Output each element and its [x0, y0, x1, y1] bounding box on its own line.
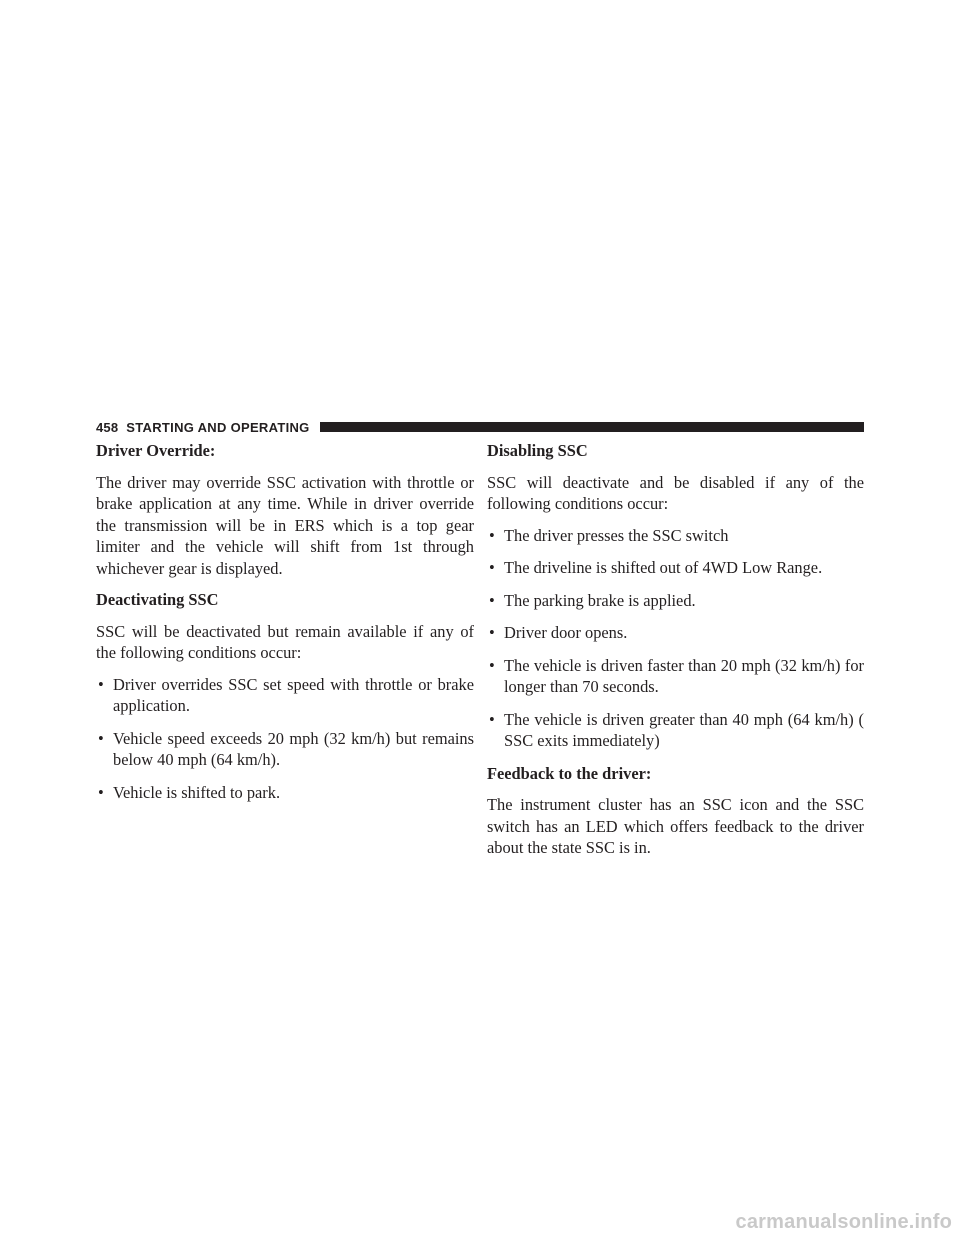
left-column [96, 440, 474, 814]
list-item-text: Driver overrides SSC set speed with throttle or brake application. [113, 674, 474, 715]
list-item-text: The driveline is shifted out of 4WD Low Range. [504, 558, 823, 577]
bullet-icon: • [98, 782, 104, 802]
feedback-paragraph: The instrument cluster has an SSC icon and the SSC switch has an LED which offers feedback to the driver about the state SSC is in. [487, 795, 864, 857]
list-item-text: The vehicle is driven greater than 40 mph (64 km/h) ( SSC exits immediately) [504, 709, 864, 750]
header-rule [320, 422, 864, 432]
watermark: carmanualsonline.info [735, 1211, 952, 1233]
list-item-text: Vehicle is shifted to park. [113, 782, 281, 802]
deactivating-ssc-paragraph: SSC will be deactivated but remain available if any of the following conditions occur: [96, 621, 474, 662]
page-header [96, 418, 864, 436]
list-item-text: Driver door opens. [504, 623, 628, 642]
bullet-icon: • [98, 728, 104, 748]
list-item [487, 557, 864, 579]
section-title: STARTING AND OPERATING [126, 419, 310, 435]
disabling-conditions-list [487, 525, 864, 752]
deactivating-conditions-list [96, 674, 474, 804]
disabling-ssc-heading: Disabling SSC [487, 441, 588, 460]
driver-override-heading: Driver Override: [96, 441, 216, 460]
bullet-icon: • [489, 558, 495, 577]
list-item [487, 709, 864, 752]
bullet-icon: • [489, 525, 495, 545]
list-item [96, 782, 474, 804]
bullet-icon: • [489, 655, 495, 675]
driver-override-paragraph: The driver may override SSC activation with throttle or brake application at any time. While in driver override the transmission will be in ERS which is a top gear limiter and the vehicle will shift from 1st through whichever gear is displayed. [96, 472, 474, 578]
bullet-icon: • [489, 623, 495, 642]
list-item-text: The driver presses the SSC switch [504, 525, 729, 545]
deactivating-ssc-heading: Deactivating SSC [96, 590, 219, 609]
list-item-text: The vehicle is driven faster than 20 mph (32 km/h) for longer than 70 seconds. [504, 655, 864, 696]
disabling-ssc-paragraph: SSC will deactivate and be disabled if any of the following conditions occur: [487, 472, 864, 513]
feedback-heading: Feedback to the driver: [487, 763, 652, 783]
page-number: 458 [96, 419, 119, 435]
list-item [487, 622, 864, 644]
list-item [487, 525, 864, 547]
list-item [96, 674, 474, 717]
bullet-icon: • [489, 590, 495, 610]
bullet-icon: • [98, 674, 104, 694]
list-item [96, 728, 474, 771]
right-column [487, 440, 864, 869]
list-item [487, 655, 864, 698]
list-item [487, 590, 864, 612]
list-item-text: The parking brake is applied. [504, 590, 696, 610]
bullet-icon: • [489, 709, 495, 729]
list-item-text: Vehicle speed exceeds 20 mph (32 km/h) but remains below 40 mph (64 km/h). [113, 728, 474, 769]
